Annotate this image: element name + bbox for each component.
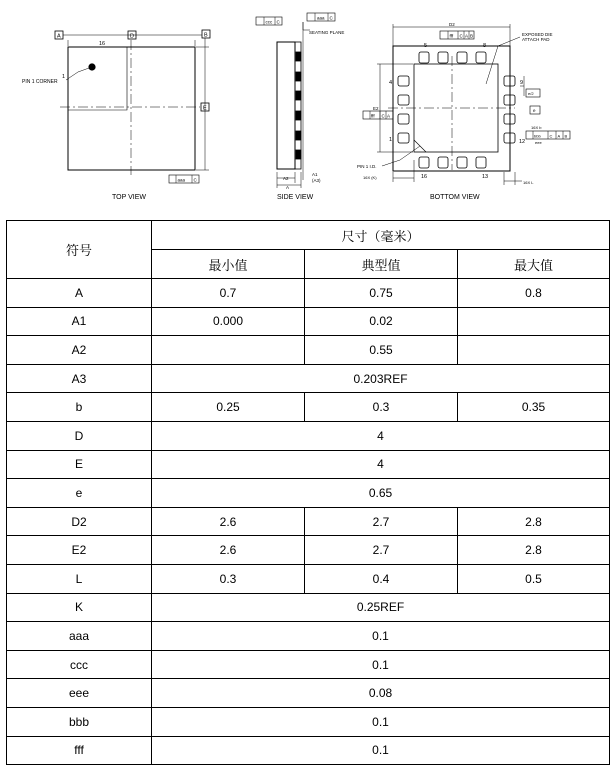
top-pin16-label: 16 bbox=[99, 41, 106, 47]
typ-cell: 0.55 bbox=[305, 336, 458, 365]
value-cell: 0.1 bbox=[152, 707, 610, 736]
bottom-d2-label: D2 bbox=[449, 22, 455, 27]
max-cell: 2.8 bbox=[458, 536, 610, 565]
bottom-pin8-label: 8 bbox=[483, 43, 487, 49]
table-row bbox=[7, 393, 610, 422]
pin1-corner-label: PIN 1 CORNER bbox=[22, 79, 58, 85]
bottom-a-label: A bbox=[465, 33, 469, 39]
max-cell: 0.5 bbox=[458, 564, 610, 593]
side-view bbox=[256, 13, 335, 188]
side-ccc-label: ccc bbox=[265, 19, 273, 25]
min-cell: 0.000 bbox=[152, 307, 305, 336]
symbol-cell: L bbox=[7, 564, 152, 593]
typ-cell: 0.75 bbox=[305, 279, 458, 308]
symbol-cell: K bbox=[7, 593, 152, 622]
datum-b-label: B bbox=[204, 32, 208, 39]
max-cell: 0.8 bbox=[458, 279, 610, 308]
table-row bbox=[7, 479, 610, 508]
datum-a-label: A bbox=[57, 33, 61, 40]
table-row bbox=[7, 450, 610, 479]
side-a1-label: A1 bbox=[312, 172, 318, 177]
table-row bbox=[7, 536, 610, 565]
symbol-cell: A bbox=[7, 279, 152, 308]
bottom-fff-label: fff bbox=[449, 33, 454, 39]
bottom-pin12-label: 12 bbox=[519, 139, 526, 145]
min-cell: 0.25 bbox=[152, 393, 305, 422]
table-row bbox=[7, 307, 610, 336]
bottom-pin1-label: 1 bbox=[389, 137, 393, 143]
symbol-cell: bbb bbox=[7, 707, 152, 736]
package-outline-drawing bbox=[0, 0, 616, 210]
header-symbol: 符号 bbox=[7, 221, 152, 279]
bottom-bbb-b-label: B bbox=[564, 133, 568, 139]
typ-cell: 2.7 bbox=[305, 507, 458, 536]
table-header-row-1 bbox=[7, 221, 610, 250]
table-row bbox=[7, 421, 610, 450]
table-row bbox=[7, 707, 610, 736]
table-row bbox=[7, 650, 610, 679]
symbol-cell: b bbox=[7, 393, 152, 422]
dimension-table-body bbox=[7, 221, 610, 765]
value-cell: 0.25REF bbox=[152, 593, 610, 622]
min-cell bbox=[152, 336, 305, 365]
bottom-bbb-a-label: A bbox=[557, 133, 561, 139]
bottom-pin9-label: 9 bbox=[520, 80, 524, 86]
bottom-pin16-label: 16 bbox=[421, 174, 428, 180]
bottom-bbb-c-label: C bbox=[549, 133, 553, 139]
table-row bbox=[7, 279, 610, 308]
max-cell bbox=[458, 336, 610, 365]
bottom-b-dim-label: 16X b bbox=[531, 125, 542, 130]
value-cell: 0.1 bbox=[152, 650, 610, 679]
top-c-label: C bbox=[193, 177, 197, 183]
table-row bbox=[7, 593, 610, 622]
side-c1-label: C bbox=[276, 19, 280, 25]
bottom-e2-fff-label: fff bbox=[371, 113, 375, 119]
bottom-pin13-label: 13 bbox=[482, 174, 489, 180]
symbol-cell: A3 bbox=[7, 364, 152, 393]
dim-d-label: D bbox=[130, 33, 134, 40]
bottom-eee-label: eee bbox=[535, 140, 542, 145]
exposed-pad-label-2: ATTACH PAD bbox=[522, 37, 550, 42]
bottom-k-label: 16X (K) bbox=[363, 175, 377, 180]
table-row bbox=[7, 336, 610, 365]
table-row bbox=[7, 564, 610, 593]
max-cell bbox=[458, 307, 610, 336]
value-cell: 0.1 bbox=[152, 622, 610, 651]
min-cell: 2.6 bbox=[152, 536, 305, 565]
top-view-caption: TOP VIEW bbox=[112, 194, 146, 201]
bottom-l-label: 16X L bbox=[523, 180, 534, 185]
header-dimension: 尺寸（毫米） bbox=[152, 221, 610, 250]
dimension-table bbox=[6, 220, 610, 765]
bottom-bbb-label: bbb bbox=[534, 133, 541, 139]
min-cell: 2.6 bbox=[152, 507, 305, 536]
bottom-e2-label: E2 bbox=[373, 106, 379, 111]
symbol-cell: e bbox=[7, 479, 152, 508]
typ-cell: 0.3 bbox=[305, 393, 458, 422]
symbol-cell: eee bbox=[7, 679, 152, 708]
table-row bbox=[7, 679, 610, 708]
bottom-pin5-label: 5 bbox=[424, 43, 428, 49]
typ-cell: 0.02 bbox=[305, 307, 458, 336]
value-cell: 0.65 bbox=[152, 479, 610, 508]
top-pin1-label: 1 bbox=[62, 74, 66, 80]
symbol-cell: ccc bbox=[7, 650, 152, 679]
bottom-e-half-label: e/2 bbox=[528, 91, 534, 96]
top-view bbox=[55, 30, 210, 183]
side-view-caption: SIDE VIEW bbox=[277, 194, 314, 201]
bottom-view-caption: BOTTOM VIEW bbox=[430, 194, 480, 201]
value-cell: 4 bbox=[152, 421, 610, 450]
symbol-cell: A1 bbox=[7, 307, 152, 336]
bottom-e2-c-label: C bbox=[381, 113, 385, 119]
table-row bbox=[7, 736, 610, 765]
max-cell: 2.8 bbox=[458, 507, 610, 536]
seating-plane-label: SEATING PLANE bbox=[309, 30, 345, 35]
bottom-pin4-label: 4 bbox=[389, 80, 393, 86]
symbol-cell: aaa bbox=[7, 622, 152, 651]
side-a-label: A bbox=[286, 185, 290, 190]
table-row bbox=[7, 507, 610, 536]
symbol-cell: D2 bbox=[7, 507, 152, 536]
min-cell: 0.7 bbox=[152, 279, 305, 308]
bottom-e2-a-label: A bbox=[387, 113, 391, 119]
value-cell: 4 bbox=[152, 450, 610, 479]
symbol-cell: fff bbox=[7, 736, 152, 765]
typ-cell: 0.4 bbox=[305, 564, 458, 593]
bottom-view bbox=[363, 24, 570, 185]
typ-cell: 2.7 bbox=[305, 536, 458, 565]
top-aaa-label: aaa bbox=[177, 177, 186, 183]
symbol-cell: A2 bbox=[7, 336, 152, 365]
dim-e-label: E bbox=[203, 105, 207, 112]
symbol-cell: E bbox=[7, 450, 152, 479]
bottom-e-label: e bbox=[533, 108, 536, 113]
header-max: 最大值 bbox=[458, 250, 610, 279]
min-cell: 0.3 bbox=[152, 564, 305, 593]
header-typ: 典型值 bbox=[305, 250, 458, 279]
header-min: 最小值 bbox=[152, 250, 305, 279]
table-row bbox=[7, 364, 610, 393]
value-cell: 0.1 bbox=[152, 736, 610, 765]
value-cell: 0.203REF bbox=[152, 364, 610, 393]
side-a3-label: (A3) bbox=[312, 178, 321, 183]
table-row bbox=[7, 622, 610, 651]
symbol-cell: E2 bbox=[7, 536, 152, 565]
side-c2-label: C bbox=[329, 15, 333, 21]
pin1-id-label: PIN 1 I.D. bbox=[357, 164, 377, 169]
max-cell: 0.35 bbox=[458, 393, 610, 422]
side-aaa-label: aaa bbox=[317, 15, 325, 21]
symbol-cell: D bbox=[7, 421, 152, 450]
bottom-b-label: B bbox=[470, 33, 474, 39]
exposed-pad-label: EXPOSED DIE bbox=[522, 32, 553, 37]
bottom-c-label: C bbox=[459, 33, 463, 39]
side-a2-label: A2 bbox=[283, 176, 289, 181]
value-cell: 0.08 bbox=[152, 679, 610, 708]
